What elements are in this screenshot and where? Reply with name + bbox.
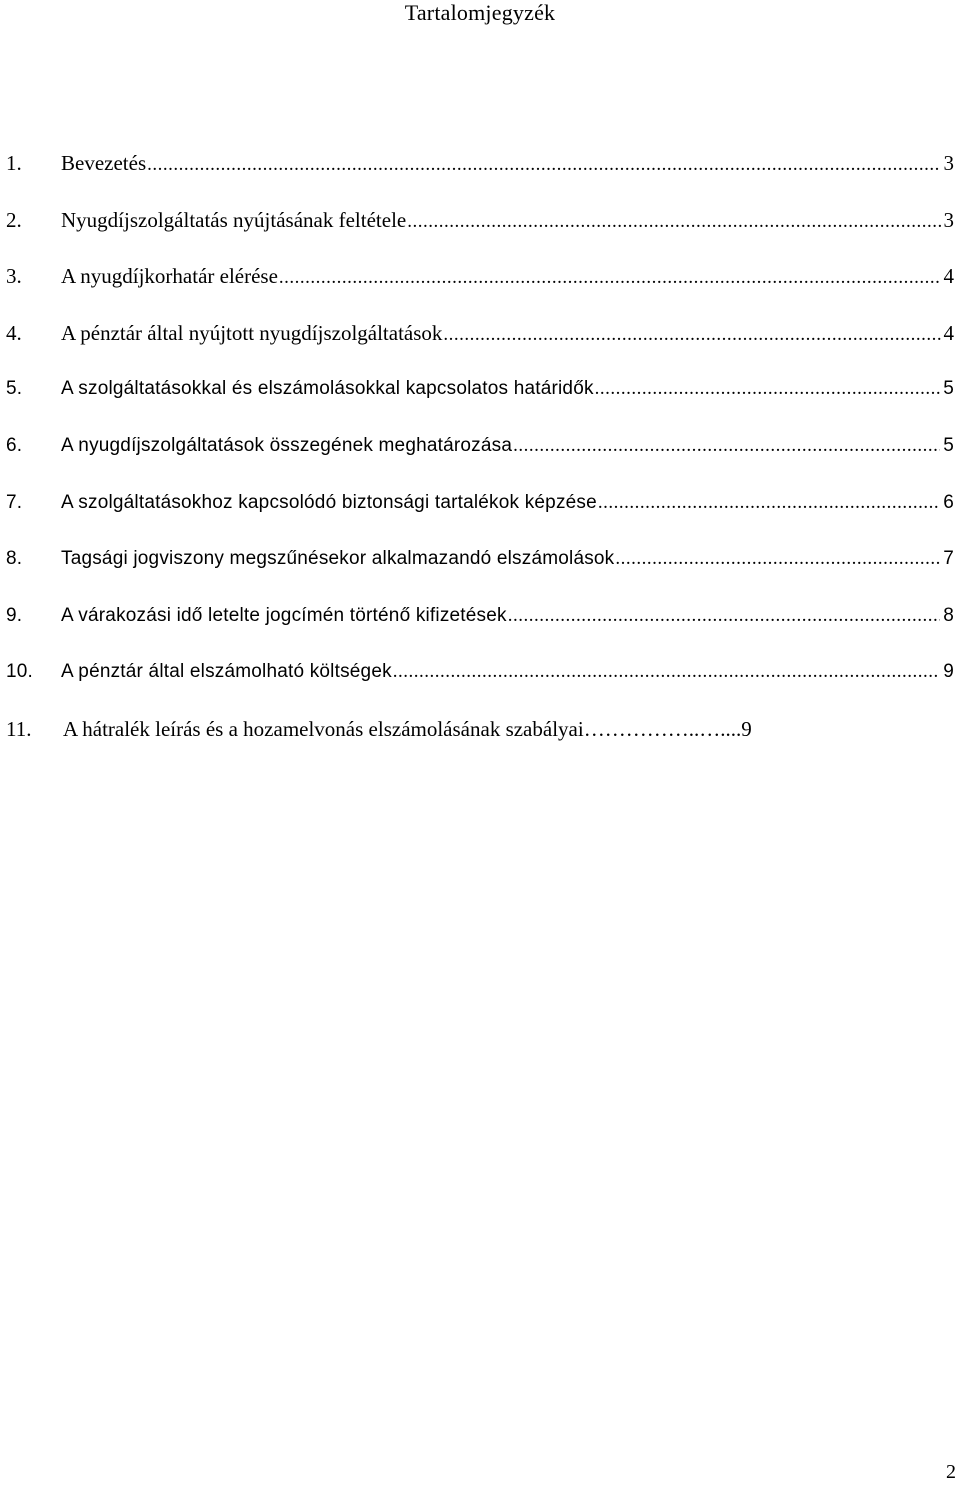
toc-item-page: 3 — [943, 207, 954, 232]
toc-item — [6, 206, 954, 263]
dot-leader — [393, 658, 940, 686]
toc-item-number: 2. — [6, 207, 22, 232]
dot-leader — [595, 375, 941, 403]
toc-item-page: 9 — [943, 661, 954, 683]
toc-item-number: 1. — [6, 151, 22, 175]
dot-leader — [279, 264, 941, 292]
toc-item-title: Nyugdíjszolgáltatás nyújtásának feltétele — [61, 207, 407, 232]
toc-item — [6, 375, 954, 432]
toc-item-title: A szolgáltatásokkal és elszámolásokkal kapcsolatos határidők — [61, 378, 594, 400]
toc-item-page: 6 — [943, 491, 954, 513]
dot-leader — [147, 151, 940, 179]
toc-item — [6, 715, 954, 772]
toc-item — [6, 602, 954, 659]
toc-item-number: 4. — [6, 320, 22, 345]
toc-item-title: A pénztár által nyújtott nyugdíjszolgáltatások — [61, 320, 443, 345]
toc-item-title: Bevezetés — [61, 151, 147, 175]
toc-item-title: A szolgáltatásokhoz kapcsolódó biztonsági tartalékok képzése — [61, 491, 597, 513]
toc-item-number: 5. — [6, 378, 23, 400]
toc-item — [6, 262, 954, 319]
toc-item-number: 3. — [6, 264, 22, 289]
toc-item-number: 6. — [6, 434, 23, 456]
toc-item — [6, 319, 954, 376]
page-number: 2 — [946, 1461, 956, 1483]
toc-item-number: 7. — [6, 491, 23, 513]
toc-item-title: A hátralék leírás és a hozamelvonás elszámolásának szabályai — [63, 716, 584, 741]
toc-item-number: 10. — [6, 661, 34, 683]
toc-item-title: A nyugdíjszolgáltatások összegének meghatározása — [61, 434, 513, 456]
toc-item-leader-page: ……………..…....9 — [583, 716, 752, 741]
toc-item-page: 4 — [943, 264, 954, 289]
toc-item-page: 4 — [943, 320, 954, 345]
toc-item — [6, 149, 954, 206]
dot-leader — [598, 489, 940, 517]
toc-item — [6, 432, 954, 489]
toc-item-page: 5 — [943, 434, 954, 456]
toc-item-title: A nyugdíjkorhatár elérése — [61, 264, 278, 289]
dot-leader — [615, 545, 940, 573]
toc-item-page: 3 — [943, 151, 954, 175]
dot-leader — [513, 432, 940, 460]
toc-item-number: 9. — [6, 604, 23, 626]
toc-item — [6, 545, 954, 602]
toc-item-page: 5 — [943, 378, 954, 400]
toc-item — [6, 489, 954, 546]
toc-item-number: 8. — [6, 548, 23, 570]
table-of-contents — [6, 149, 954, 772]
toc-item-page: 8 — [943, 604, 954, 626]
toc-item-title: Tagsági jogviszony megszűnésekor alkalmazandó elszámolások — [61, 548, 615, 570]
toc-item — [6, 658, 954, 715]
document-title: Tartalomjegyzék — [404, 0, 556, 25]
dot-leader — [508, 602, 941, 630]
toc-item-page: 7 — [943, 548, 954, 570]
toc-item-title: A pénztár által elszámolható költségek — [61, 661, 392, 683]
toc-item-title: A várakozási idő letelte jogcímén történő kifizetések — [61, 604, 507, 626]
dot-leader — [407, 208, 940, 236]
dot-leader — [443, 321, 940, 349]
toc-item-number: 11. — [6, 716, 32, 741]
